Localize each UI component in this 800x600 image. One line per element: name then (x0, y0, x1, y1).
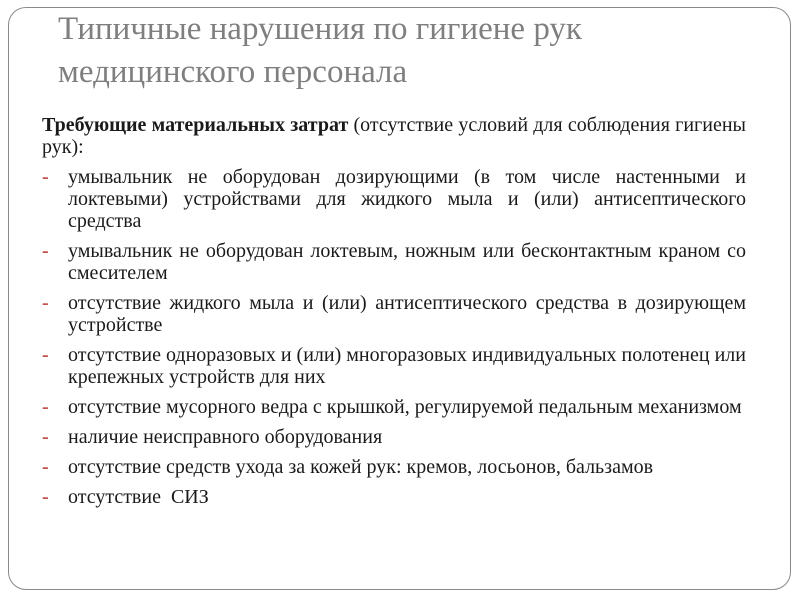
violations-list (42, 166, 746, 508)
slide-content (42, 114, 746, 516)
list-item (42, 426, 746, 448)
list-item (42, 166, 746, 232)
list-item (42, 456, 746, 478)
list-item (42, 396, 746, 418)
list-item-text: отсутствие мусорного ведра с крышкой, регулируемой педальным механизмом (68, 396, 742, 418)
slide-title (58, 8, 758, 94)
list-item (42, 344, 746, 388)
list-item (42, 486, 746, 508)
list-item-text: отсутствие жидкого мыла и (или) антисептического средства в дозирующем устройстве (68, 292, 746, 336)
list-item-text: отсутствие СИЗ (68, 486, 209, 508)
bullet-dash: - (42, 344, 49, 366)
list-item-text: умывальник не оборудован дозирующими (в том числе настенными и локтевыми) устройствами для жидкого мыла и (или) антисептического средства (68, 166, 746, 232)
title-line-2: медицинского персонала (58, 54, 408, 90)
bullet-dash: - (42, 426, 49, 448)
list-item-text: отсутствие средств ухода за кожей рук: кремов, лосьонов, бальзамов (68, 456, 654, 478)
list-item-text: отсутствие одноразовых и (или) многоразовых индивидуальных полотенец или крепежных устройств для них (68, 344, 746, 388)
bullet-dash: - (42, 292, 49, 314)
bullet-dash: - (42, 486, 49, 508)
list-item (42, 292, 746, 336)
list-item-text: умывальник не оборудован локтевым, ножным или бесконтактным краном со смесителем (68, 240, 746, 284)
title-line-1: Типичные нарушения по гигиене рук (58, 11, 582, 47)
intro-rest-text: (отсутствие условий для соблюдения гигиены рук): (42, 114, 746, 158)
list-item (42, 240, 746, 284)
intro-paragraph (42, 114, 746, 158)
bullet-dash: - (42, 240, 49, 262)
list-item-text: наличие неисправного оборудования (68, 426, 383, 448)
intro-bold-text: Требующие материальных затрат (42, 114, 349, 136)
bullet-dash: - (42, 456, 49, 478)
bullet-dash: - (42, 396, 49, 418)
bullet-dash: - (42, 166, 49, 188)
